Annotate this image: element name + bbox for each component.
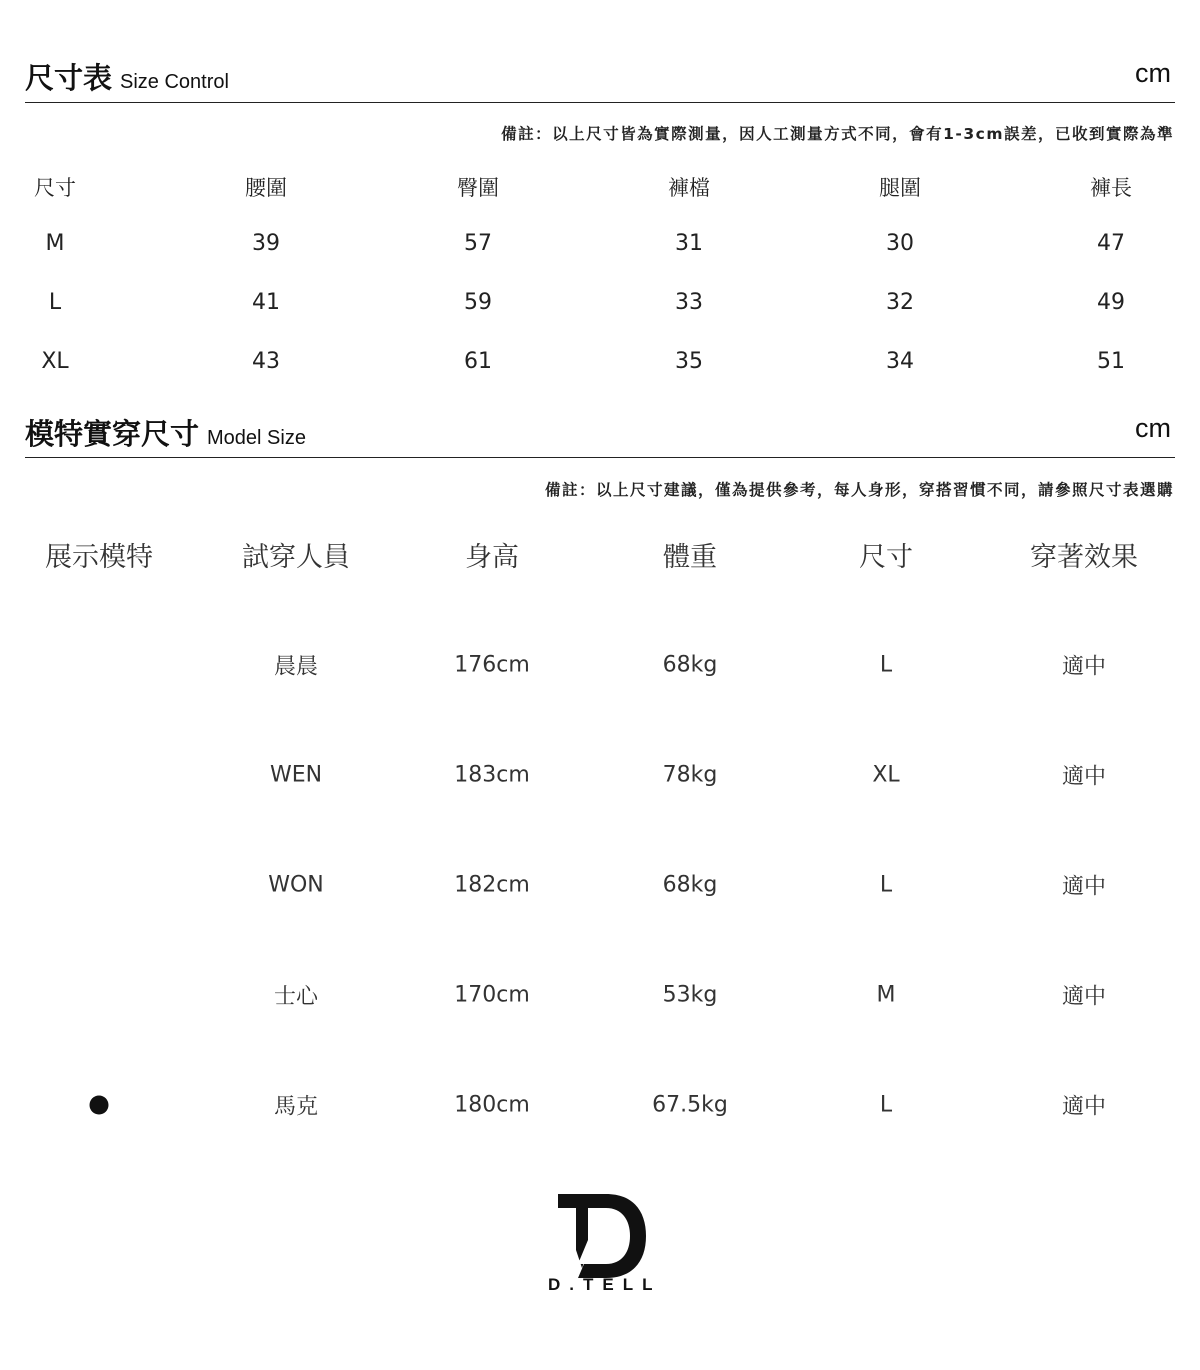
size-value-cell: 57 <box>464 231 492 256</box>
size-value-cell: 59 <box>464 290 492 315</box>
size-value-cell: 33 <box>675 290 703 315</box>
size-table-header: 尺寸 <box>34 176 76 200</box>
model-size-cell: L <box>879 652 893 678</box>
size-label-cell: XL <box>41 349 69 374</box>
size-table-header: 褲檔 <box>668 176 710 200</box>
size-value-cell: 41 <box>252 290 280 315</box>
model-fit-cell: 適中 <box>1061 764 1107 790</box>
size-value-cell: 61 <box>464 349 492 374</box>
model-name-cell: 馬克 <box>273 1094 319 1120</box>
model-size-cell: M <box>876 982 896 1008</box>
size-value-cell: 34 <box>886 349 914 374</box>
model-table-header: 體重 <box>663 542 717 573</box>
model-height-cell: 183cm <box>454 762 530 788</box>
size-value-cell: 30 <box>886 231 914 256</box>
size-label-cell: M <box>45 231 65 256</box>
model-height-cell: 182cm <box>454 872 530 898</box>
model-weight-cell: 68kg <box>662 872 718 898</box>
brand-logo-text: D.TELL <box>548 1275 662 1294</box>
display-model-indicator <box>90 1096 109 1115</box>
size-value-cell: 31 <box>675 231 703 256</box>
size-table-header: 褲長 <box>1090 176 1132 200</box>
model-table-header: 試穿人員 <box>242 542 350 573</box>
size-value-cell: 47 <box>1097 231 1125 256</box>
model-section-header <box>25 410 1175 458</box>
model-name-cell: 士心 <box>273 984 319 1010</box>
model-fit-cell: 適中 <box>1061 1094 1107 1120</box>
size-section-title: 尺寸表 <box>25 61 113 95</box>
model-size-cell: L <box>879 872 893 898</box>
model-section-title: 模特實穿尺寸 <box>25 417 200 451</box>
size-table-header: 腰圍 <box>245 176 287 200</box>
size-value-cell: 43 <box>252 349 280 374</box>
model-name-cell: WON <box>268 872 324 898</box>
model-table-header: 展示模特 <box>45 542 153 573</box>
size-value-cell: 51 <box>1097 349 1125 374</box>
model-section-subtitle: Model Size <box>207 427 306 449</box>
model-note: 備註：以上尺寸建議，僅為提供參考，每人身形，穿搭習慣不同，請參照尺寸表選購 <box>544 481 1174 499</box>
size-note: 備註：以上尺寸皆為實際測量，因人工測量方式不同，會有1-3cm誤差，已收到實際為準 <box>501 125 1174 143</box>
model-section-unit: cm <box>1135 413 1171 443</box>
size-label-cell: L <box>48 290 62 315</box>
size-table-header: 腿圍 <box>879 176 921 200</box>
model-table-header: 身高 <box>465 542 519 573</box>
model-table-header: 穿著效果 <box>1030 542 1138 573</box>
model-height-cell: 170cm <box>454 982 530 1008</box>
model-fit-cell: 適中 <box>1061 654 1107 680</box>
model-weight-cell: 78kg <box>662 762 718 788</box>
size-section-unit: cm <box>1135 58 1171 88</box>
size-value-cell: 32 <box>886 290 914 315</box>
model-fit-cell: 適中 <box>1061 874 1107 900</box>
model-height-cell: 180cm <box>454 1092 530 1118</box>
model-fit-cell: 適中 <box>1061 984 1107 1010</box>
model-weight-cell: 68kg <box>662 652 718 678</box>
model-name-cell: WEN <box>269 762 323 788</box>
size-value-cell: 49 <box>1097 290 1125 315</box>
model-size-cell: L <box>879 1092 893 1118</box>
model-size-cell: XL <box>872 762 900 788</box>
model-height-cell: 176cm <box>454 652 530 678</box>
size-value-cell: 39 <box>252 231 280 256</box>
size-value-cell: 35 <box>675 349 703 374</box>
size-table-header: 臀圍 <box>457 176 499 200</box>
model-weight-cell: 53kg <box>662 982 718 1008</box>
size-section-subtitle: Size Control <box>120 71 229 93</box>
model-table-header: 尺寸 <box>859 542 913 573</box>
model-name-cell: 晨晨 <box>273 654 319 680</box>
size-section-header <box>25 52 1175 103</box>
model-weight-cell: 67.5kg <box>652 1092 728 1118</box>
